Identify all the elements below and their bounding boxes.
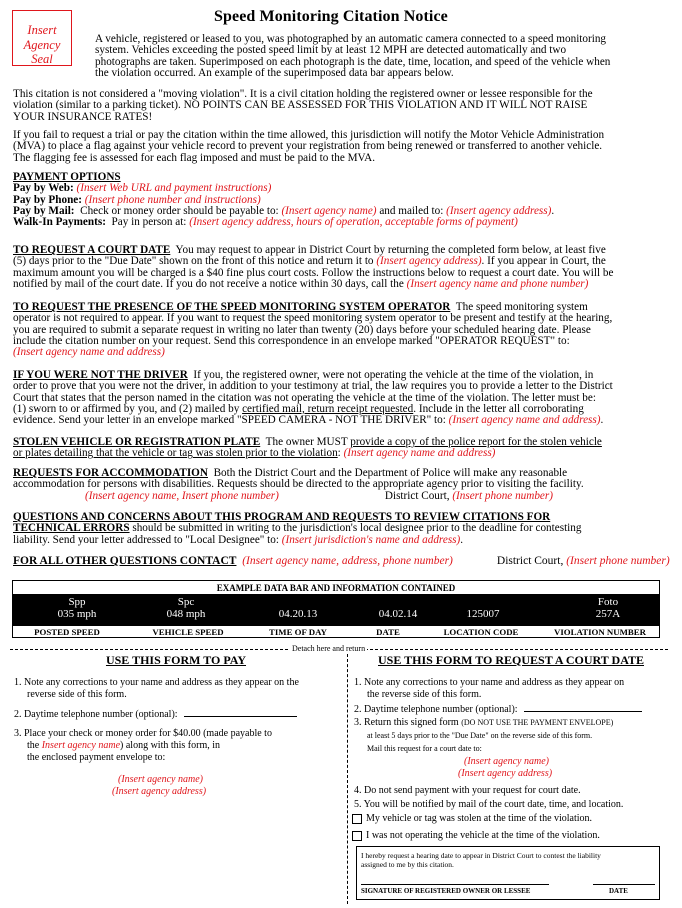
form-item [27,740,220,751]
text-line: system. Vehicles exceeding the posted speed limit by at least 12 MPH are detected automatically and two [95,44,567,57]
agency-address-placeholder: (Insert agency address) [458,768,553,779]
text: the [27,740,40,751]
form-item: at least 5 days prior to the "Due Date" on the reverse side of this form. [367,731,593,740]
stolen-vehicle-section: STOLEN VEHICLE OR REGISTRATION PLATE The owner MUST provide a copy of the police report for the stolen vehicle or plates detailing that the vehicle or tag was stolen prior to the violation: (Insert agency name and address) [13,436,602,460]
violation-value: 257A [595,608,621,620]
date-line[interactable] [593,880,655,885]
form-item [354,703,642,715]
time-value: 04.20.13 [278,608,318,620]
text-line: A vehicle, registered or leased to you, was photographed by an automatic camera connected to a speed monitoring [95,33,607,45]
section-heading: IF YOU WERE NOT THE DRIVER [13,369,188,381]
text-line: This citation is not considered a "moving violation". It is a civil citation holding the registered owner or lessee responsible for the [13,88,593,100]
text: ) along with this form, in [120,740,221,751]
form-item: the enclosed payment envelope to: [27,752,166,763]
label-vehicle-speed: VEHICLE SPEED [152,627,224,637]
agency-name-placeholder: (Insert agency name) [281,204,377,217]
seal-line: Seal [31,52,53,66]
section-heading: REQUESTS FOR ACCOMMODATION [13,467,208,479]
data-bar-values [13,595,659,625]
text-line: (MVA) to place a flag against your vehicle record to prevent your registration from being renewed or transferred to another vehicle. [13,140,603,153]
court-date-section [13,245,670,290]
posted-speed-value: 035 mph [57,608,97,620]
form-item: reverse side of this form. [27,689,127,700]
form-item [14,708,297,720]
date-value: 04.02.14 [378,608,418,620]
text-line: you are required to submit a separate request in writing no later than twenty (20) days before your scheduled hearing date. Please [13,323,591,336]
label-location-code: LOCATION CODE [443,627,519,637]
section-heading: TECHNICAL ERRORS [13,522,130,535]
section-heading: TO REQUEST A COURT DATE [13,244,171,256]
text: certified mail, return receipt requested [242,402,414,415]
jurisdiction-placeholder: (Insert jurisdiction's name and address) [281,533,461,546]
text: Pay in person at: [111,216,187,229]
seal-line: Agency [23,37,61,52]
data-bar-title: EXAMPLE DATA BAR AND INFORMATION CONTAINED [13,581,659,595]
mva-paragraph [13,130,670,164]
foto-label: Foto [597,596,619,608]
agency-name-placeholder: (Insert agency name) [464,756,549,767]
vertical-dashed-divider [347,654,348,904]
agency-contact-placeholder: (Insert agency name, address, phone number) [242,555,453,567]
agency-name-placeholder: Insert agency name [41,740,121,751]
pay-mail-label: Pay by Mail: [13,204,75,217]
text: . Include in the letter all corroborating [413,402,584,415]
text-line: The flagging fee is assessed for each flag imposed and must be paid to the MVA. [13,151,376,164]
walkin-label: Walk-In Payments: [13,216,106,229]
form-item [354,717,613,728]
text: evidence. Send your letter in an envelope marked "SPEED CAMERA - NOT THE DRIVER" to: [13,414,446,427]
not-driver-checkbox-row [352,830,600,841]
text: . If you appear in Court, the [481,255,606,268]
text-line: accommodation for persons with disabilities. Requests should be directed to the appropriate agency prior to visiting the facility. [13,478,584,491]
agency-address-placeholder: (Insert agency address) [446,204,552,217]
form-item: Mail this request for a court date to: [367,744,482,753]
text-line: the violation occurred. An example of the superimposed data bar appears below. [95,66,454,79]
phone-placeholder: (Insert phone number) [452,489,553,502]
text-line: include the citation number on your request. Send this correspondence in an envelope marked "OPERATOR REQUEST" to: [13,334,570,347]
accommodation-section [13,468,670,502]
form-item: 5. You will be notified by mail of the court date, time, and location. [354,799,624,810]
signature-label: SIGNATURE OF REGISTERED OWNER OR LESSEE [361,887,531,895]
agency-phone-placeholder: (Insert agency name, Insert phone number) [85,489,279,502]
text-line: YOUR INSURANCE RATES! [13,110,153,123]
text-line: operator is not required to appear. If you want to request the speed monitoring system operator to be present and testify at the hearing, [13,312,613,325]
form-heading: USE THIS FORM TO PAY [105,653,247,667]
text-line: maximum amount you will be charged is a $40 fine plus court costs. Follow the instructions below to request a court date. You will be [13,266,614,279]
form-heading: USE THIS FORM TO REQUEST A COURT DATE [378,653,644,667]
stolen-checkbox[interactable] [352,814,362,824]
text: Check or money order should be payable to: [80,204,279,217]
section-heading: QUESTIONS AND CONCERNS ABOUT THIS PROGRAM AND REQUESTS TO REVIEW CITATIONS FOR [13,511,551,523]
text: District Court, [384,489,450,502]
label-posted-speed: POSTED SPEED [34,627,100,637]
text: The owner MUST [265,436,348,448]
text: provide a copy of the police report for the stolen vehicle [350,436,602,448]
text: 2. Daytime telephone number (optional): [354,704,518,715]
section-heading: FOR ALL OTHER QUESTIONS CONTACT [13,555,237,567]
text: or plates detailing that the vehicle or tag was stolen prior to the violation [13,447,338,460]
section-heading: STOLEN VEHICLE OR REGISTRATION PLATE [13,436,261,448]
form-item: the reverse side of this form. [367,689,482,700]
payment-options-section: PAYMENT OPTIONS Pay by Web: (Insert Web URL and payment instructions) Pay by Phone: (Insert phone number and instructions) Pay by Mail: Check or money order should be payable to: (Insert agency name) and mailed to: (Insert agency address). Walk-In Payments: Pay in person at: (Insert agency address, hours of operation, acceptable forms of payment) [13,172,670,228]
agency-seal-placeholder [12,10,72,66]
text: You may request to appear in District Court by returning the completed form below, at least five [175,244,606,256]
text: and mailed to: [379,204,444,217]
agency-phone-placeholder: (Insert agency name and phone number) [406,277,589,290]
vehicle-speed-label: Spc [177,596,195,608]
checkbox-label: My vehicle or tag was stolen at the time of the violation. [366,813,593,824]
text: 3. Return this signed form [354,717,459,728]
agency-address-placeholder: (Insert agency address) [112,786,207,797]
seal-line: Insert [27,23,57,37]
web-url-placeholder: (Insert Web URL and payment instructions) [76,182,272,195]
text-line: assigned to me by this citation. [361,860,454,869]
phone-placeholder: (Insert phone number and instructions) [84,193,261,206]
label-time-of-day: TIME OF DAY [269,627,327,637]
location-value: 125007 [466,608,500,620]
phone-placeholder: (Insert phone number) [566,555,670,567]
text: should be submitted in writing to the jurisdiction's local designee prior to the deadline for contesting [132,522,582,535]
text-line: If you fail to request a trial or pay the citation within the time allowed, this jurisdiction will notify the Motor Vehicle Administration [13,129,605,141]
page-title: Speed Monitoring Citation Notice [214,8,448,25]
text: If you, the registered owner, were not operating the vehicle at the time of the violation, in [193,369,594,381]
section-heading: TO REQUEST THE PRESENCE OF THE SPEED MONITORING SYSTEM OPERATOR [13,301,451,313]
agency-address-placeholder: (Insert agency address) [376,255,482,268]
signature-line[interactable] [361,880,549,885]
pay-web-label: Pay by Web: [13,182,74,195]
payment-form [10,655,342,903]
operator-section [13,302,670,358]
text: The speed monitoring system [455,301,588,313]
detach-label: Detach here and return [292,644,366,653]
pay-phone-label: Pay by Phone: [13,193,82,206]
form-item: 3. Place your check or money order for $40.00 (made payable to [14,728,272,739]
text-line: I hereby request a hearing date to appear in District Court to contest the liability [361,851,601,860]
signature-box [356,846,660,900]
text: (5) days prior to the "Due Date" shown on the front of this notice and return it to [13,255,374,268]
date-label: DATE [609,887,628,895]
agency-address-placeholder: (Insert agency name and address) [343,447,496,460]
intro-paragraph [95,34,670,79]
text: District Court, [496,555,564,567]
agency-address-placeholder: (Insert agency name and address) [13,346,165,359]
not-driver-section: IF YOU WERE NOT THE DRIVER If you, the registered owner, were not operating the vehicle at the time of the violation, in order to prove that you were not the driver, in addition to your testimony at trial, the law requires you to provide a letter to the District Court that states that the person named in the citation was not operating the vehicle at the time of the violation. The letter must be: (1) sworn to or affirmed by you, and (2) mailed by certified mail, return receipt requested. Include in the letter all corroborating evidence. Send your letter in an envelope marked "SPEED CAMERA - NOT THE DRIVER" to: (Insert agency name and address). [13,370,670,426]
walkin-placeholder: (Insert agency address, hours of operation, acceptable forms of payment) [189,216,518,229]
form-item: 1. Note any corrections to your name and address as they appear on [354,677,625,688]
text-line: photographs are taken. Superimposed on each photograph is the date, time, location, and speed of the vehicle when [95,55,611,68]
text-line: Court that states that the person named in the citation was not operating the vehicle at the time of the violation. The letter must be: [13,391,596,404]
posted-speed-label: Spp [68,596,86,608]
form-item: 4. Do not send payment with your request for court date. [354,785,581,796]
phone-input-line[interactable] [184,708,297,717]
vehicle-speed-value: 048 mph [166,608,206,620]
text-line: violation (similar to a parking ticket). NO POINTS CAN BE ASSESSED FOR THIS VIOLATION AND IT WILL NOT RAISE [13,99,588,112]
data-bar-labels [13,625,659,638]
form-item: 1. Note any corrections to your name and address as they appear on the [14,677,299,688]
civil-citation-paragraph [13,89,670,123]
not-driver-checkbox[interactable] [352,831,362,841]
label-violation-number: VIOLATION NUMBER [554,627,646,637]
example-data-bar [12,580,660,638]
label-date: DATE [376,627,400,637]
section-heading: PAYMENT OPTIONS [13,171,121,183]
agency-address-placeholder: (Insert agency name and address) [448,414,601,427]
text: Both the District Court and the Department of Police will make any reasonable [213,467,568,479]
text-line: order to prove that you were not the driver, in addition to your testimony at trial, the law requires you to provide a letter to the District [13,380,613,393]
phone-input-line[interactable] [524,703,642,712]
text: (DO NOT USE THE PAYMENT ENVELOPE) [461,718,614,727]
text: 2. Daytime telephone number (optional): [14,709,178,720]
stolen-checkbox-row [352,813,592,824]
agency-name-placeholder: (Insert agency name) [118,774,203,785]
checkbox-label: I was not operating the vehicle at the time of the violation. [366,830,600,841]
text: liability. Send your letter addressed to "Local Designee" to: [13,533,279,546]
text: (1) sworn to or affirmed by you, and (2) mailed by [13,402,240,415]
technical-errors-section: QUESTIONS AND CONCERNS ABOUT THIS PROGRAM AND REQUESTS TO REVIEW CITATIONS FOR TECHNICAL ERRORS should be submitted in writing to the jurisdiction's local designee prior to the deadline for contesting liability. Send your letter addressed to "Local Designee" to: (Insert jurisdiction's name and address). [13,512,670,546]
other-questions-section [13,556,670,567]
text: notified by mail of the court date. If you do not receive a notice within 30 days, call the [13,277,404,290]
